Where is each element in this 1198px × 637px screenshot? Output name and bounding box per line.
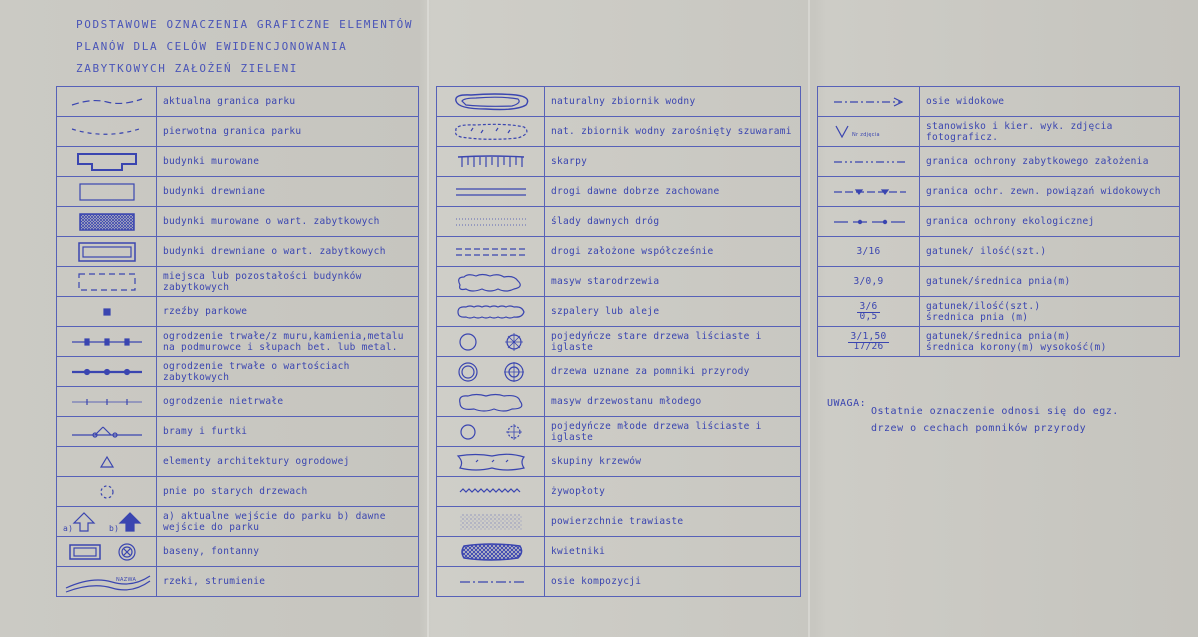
sculpture-square-icon [57,297,157,327]
hedge-zigzag-icon [437,477,545,507]
legend-description: granica ochrony zabytkowego założenia [920,147,1180,177]
legend-row [437,147,801,177]
legend-description: drogi dawne dobrze zachowane [545,177,801,207]
legend-description: rzeźby parkowe [157,297,419,327]
legend-description: skarpy [545,147,801,177]
title-line-1: PODSTAWOWE OZNACZENIA GRAFICZNE ELEMENTÓW [76,18,414,31]
legend-row [818,147,1180,177]
tree-row-icon [437,297,545,327]
title-line-3: ZABYTKOWYCH ZAŁOŻEŃ ZIELENI [76,62,299,75]
legend-row [57,87,419,117]
natural-pond-icon [437,87,545,117]
legend-table-vegetation [436,86,801,597]
legend-row [818,327,1180,357]
legend-description: gatunek/ ilość(szt.) [920,237,1180,267]
svg-text:NAZWA: NAZWA [115,576,136,583]
legend-row [57,237,419,267]
legend-row [437,87,801,117]
legend-description: naturalny zbiornik wodny [545,87,801,117]
legend-description: masyw drzewostanu młodego [545,387,801,417]
legend-row [437,477,801,507]
legend-row [437,537,801,567]
legend-description: pierwotna granica parku [157,117,419,147]
legend-description: a) aktualne wejście do parku b) dawne wejście do parku [157,507,419,537]
pool-fountain-icon [57,537,157,567]
paper-fold [808,0,810,637]
fraction-denominator: 17/26 [853,340,884,352]
legend-description: pnie po starych drzewach [157,477,419,507]
symbol-code: 3/0,9 [818,267,920,297]
legend-row [818,237,1180,267]
legend-description: ogrodzenie trwałe o wartościach zabytkowych [157,357,419,387]
legend-row [57,297,419,327]
legend-row [437,387,801,417]
ruin-building-icon [57,267,157,297]
escarpment-icon [437,147,545,177]
legend-row [57,207,419,237]
legend-description: pojedyńcze stare drzewa liściaste i iglaste [545,327,801,357]
fraction [848,332,888,352]
fence-temporary-icon [57,387,157,417]
legend-description: kwietniki [545,537,801,567]
legend-description: skupiny krzewów [545,447,801,477]
description-line-2: średnica pnia (m) [926,311,1029,323]
historic-masonry-building-icon [57,207,157,237]
legend-row [437,417,801,447]
description-line-2: średnica korony(m) wysokość(m) [926,341,1107,353]
masonry-building-icon [57,147,157,177]
legend-description: powierzchnie trawiaste [545,507,801,537]
legend-row [437,567,801,597]
fraction-numerator: 3/1,50 [850,330,887,342]
fraction-numerator: 3/6 [859,300,878,312]
title-line-2: PLANÓW DLA CELÓW EWIDENCJONOWANIA [76,40,348,53]
legend-row [818,267,1180,297]
legend-row [437,267,801,297]
legend-description: ogrodzenie trwałe/z muru,kamienia,metalu na podmurowce i słupach bet. lub metal. [157,327,419,357]
paper-fold [427,0,429,637]
legend-description: nat. zbiornik wodny zarośnięty szuwarami [545,117,801,147]
view-axis-arrow-icon [818,87,920,117]
legend-row [437,507,801,537]
legend-description: budynki murowane [157,147,419,177]
legend-row [437,117,801,147]
description-line-1: gatunek/ilość(szt.) [926,300,1041,312]
legend-description: granica ochrony ekologicznej [920,207,1180,237]
legend-row [437,297,801,327]
legend-description: drogi założone współcześnie [545,237,801,267]
legend-description: baseny, fontanny [157,537,419,567]
legend-description: żywopłoty [545,477,801,507]
legend-row [57,447,419,477]
fence-historic-icon [57,357,157,387]
legend-row [57,267,419,297]
grass-dots-icon [437,507,545,537]
label-b: b) [109,524,120,533]
legend-description: ogrodzenie nietrwałe [157,387,419,417]
triangle-icon [57,447,157,477]
legend-table-boundaries [817,86,1180,357]
dot-dash-line-icon [818,207,920,237]
legend-description: budynki drewniane [157,177,419,207]
label-a: a) [63,524,74,533]
legend-table-buildings [56,86,419,597]
young-tree-mass-icon [437,387,545,417]
legend-row [57,117,419,147]
dashed-wavy-line-icon [57,87,157,117]
camera-position-icon [818,117,920,147]
legend-row [437,447,801,477]
note-line-2: drzew o cechach pomników przyrody [871,423,1087,434]
legend-row [57,507,419,537]
dashed-curve-line-icon [57,117,157,147]
legend-description: miejsca lub pozostałości budynków zabytkowych [157,267,419,297]
symbol-fraction [818,327,920,357]
legend-description: stanowisko i kier. wyk. zdjęcia fotograficz. [920,117,1180,147]
legend-row [57,387,419,417]
fence-permanent-icon [57,327,157,357]
wooden-building-icon [57,177,157,207]
legend-row [57,477,419,507]
legend-row [57,537,419,567]
legend-row [57,327,419,357]
single-young-trees-icon [437,417,545,447]
river-icon [57,567,157,597]
legend-row [818,297,1180,327]
symbol-code: 3/16 [818,237,920,267]
legend-row [437,327,801,357]
legend-row [57,357,419,387]
legend-description: budynki drewniane o wart. zabytkowych [157,237,419,267]
legend-description: elementy architektury ogrodowej [157,447,419,477]
symbol-fraction [818,297,920,327]
legend-row [818,207,1180,237]
historic-wooden-building-icon [57,237,157,267]
legend-description [920,297,1180,327]
legend-row [818,87,1180,117]
legend-row [437,237,801,267]
legend-description: rzeki, strumienie [157,567,419,597]
legend-description: aktualna granica parku [157,87,419,117]
description-line-1: gatunek/średnica pnia(m) [926,330,1071,342]
triangle-dash-line-icon [818,177,920,207]
legend-row [818,117,1180,147]
legend-description: ślady dawnych dróg [545,207,801,237]
legend-row [57,147,419,177]
legend-row [437,177,801,207]
note-label: UWAGA: [827,398,867,409]
legend-description: pojedyńcze młode drzewa liściaste i iglaste [545,417,801,447]
dotted-line-icon [437,207,545,237]
legend-description: budynki murowane o wart. zabytkowych [157,207,419,237]
gate-icon [57,417,157,447]
legend-description: osie kompozycji [545,567,801,597]
legend-description: masyw starodrzewia [545,267,801,297]
legend-row [818,177,1180,207]
legend-row [437,357,801,387]
legend-description: szpalery lub aleje [545,297,801,327]
old-tree-mass-icon [437,267,545,297]
svg-text:Nr zdjęcia: Nr zdjęcia [851,131,880,138]
legend-row [57,177,419,207]
legend-description: drzewa uznane za pomniki przyrody [545,357,801,387]
fraction [857,302,879,322]
legend-row [57,567,419,597]
double-line-icon [437,177,545,207]
entrance-arrows-icon [57,507,157,537]
legend-description: bramy i furtki [157,417,419,447]
dash-dot-dot-line-icon [818,147,920,177]
flowerbed-icon [437,537,545,567]
dashed-circle-icon [57,477,157,507]
natural-monument-trees-icon [437,357,545,387]
shrub-group-icon [437,447,545,477]
note-line-1: Ostatnie oznaczenie odnosi się do egz. [871,406,1119,417]
dash-dot-line-icon [437,567,545,597]
legend-description: gatunek/średnica pnia(m) [920,267,1180,297]
legend-description: osie widokowe [920,87,1180,117]
reed-pond-icon [437,117,545,147]
single-old-trees-icon [437,327,545,357]
dashed-double-line-icon [437,237,545,267]
fraction-denominator: 0,5 [859,310,878,322]
legend-description: granica ochr. zewn. powiązań widokowych [920,177,1180,207]
legend-row [437,207,801,237]
legend-row [57,417,419,447]
legend-description [920,327,1180,357]
